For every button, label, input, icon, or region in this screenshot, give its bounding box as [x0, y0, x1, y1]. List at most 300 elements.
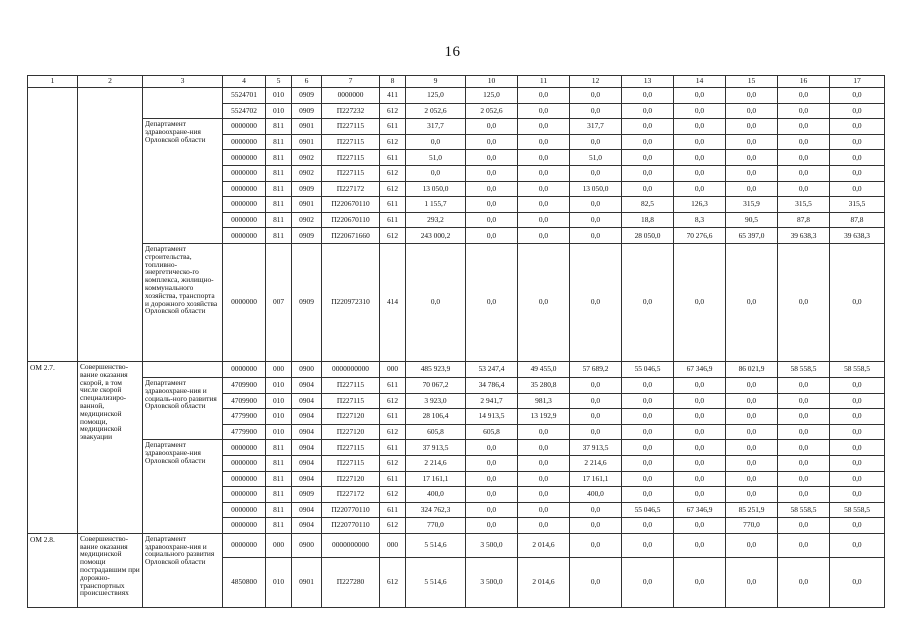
- cell-col-7: П227115: [322, 440, 380, 456]
- cell-col-9: 400,0: [406, 487, 466, 503]
- cell-col-12: 0,0: [570, 409, 622, 425]
- cell-col-9: 5 514,6: [406, 533, 466, 557]
- column-header-4: 4: [223, 76, 266, 88]
- cell-col-10: 0,0: [466, 518, 518, 534]
- responsible-dept: Департамент здравоохране-ния Орловской области: [143, 440, 223, 534]
- cell-col-11: 0,0: [518, 424, 570, 440]
- cell-col-9: 2 214,6: [406, 455, 466, 471]
- cell-col-4: 5524702: [223, 103, 266, 119]
- cell-col-8: 611: [380, 502, 406, 518]
- cell-col-12: 0,0: [570, 103, 622, 119]
- cell-col-7: П227115: [322, 455, 380, 471]
- cell-col-13: 0,0: [622, 471, 674, 487]
- cell-col-9: 5 514,6: [406, 557, 466, 607]
- cell-col-5: 811: [266, 150, 292, 166]
- column-header-15: 15: [726, 76, 778, 88]
- cell-col-14: 0,0: [674, 134, 726, 150]
- cell-col-13: 28 050,0: [622, 228, 674, 244]
- cell-col-10: 3 500,0: [466, 557, 518, 607]
- cell-col-14: 0,0: [674, 103, 726, 119]
- cell-col-5: 010: [266, 103, 292, 119]
- cell-col-16: 0,0: [778, 557, 830, 607]
- cell-col-9: 0,0: [406, 243, 466, 361]
- cell-col-8: 611: [380, 150, 406, 166]
- cell-col-12: 0,0: [570, 502, 622, 518]
- cell-col-9: 317,7: [406, 119, 466, 135]
- cell-col-16: 39 638,3: [778, 228, 830, 244]
- cell-col-16: 0,0: [778, 243, 830, 361]
- cell-col-8: 000: [380, 533, 406, 557]
- cell-col-6: 0904: [292, 424, 322, 440]
- cell-col-14: 0,0: [674, 150, 726, 166]
- cell-col-9: 13 050,0: [406, 181, 466, 197]
- cell-col-6: 0904: [292, 518, 322, 534]
- cell-col-14: 0,0: [674, 119, 726, 135]
- cell-col-6: 0909: [292, 243, 322, 361]
- cell-col-8: 611: [380, 212, 406, 228]
- cell-col-10: 0,0: [466, 228, 518, 244]
- cell-col-16: 0,0: [778, 181, 830, 197]
- cell-col-16: 0,0: [778, 487, 830, 503]
- cell-col-11: 0,0: [518, 471, 570, 487]
- cell-col-16: 0,0: [778, 533, 830, 557]
- cell-col-12: 17 161,1: [570, 471, 622, 487]
- cell-col-13: 0,0: [622, 440, 674, 456]
- cell-col-11: 981,3: [518, 393, 570, 409]
- column-header-16: 16: [778, 76, 830, 88]
- cell-col-4: 0000000: [223, 212, 266, 228]
- cell-col-4: 0000000: [223, 518, 266, 534]
- cell-col-17: 0,0: [830, 134, 885, 150]
- cell-col-10: 2 941,7: [466, 393, 518, 409]
- cell-col-15: 0,0: [726, 377, 778, 393]
- cell-col-4: 0000000: [223, 181, 266, 197]
- cell-col-11: 0,0: [518, 165, 570, 181]
- column-header-10: 10: [466, 76, 518, 88]
- cell-col-13: 55 046,5: [622, 502, 674, 518]
- cell-col-10: 0,0: [466, 150, 518, 166]
- cell-col-8: 612: [380, 103, 406, 119]
- cell-col-4: 0000000: [223, 165, 266, 181]
- cell-col-11: 2 014,6: [518, 557, 570, 607]
- cell-col-9: 125,0: [406, 88, 466, 104]
- cell-col-8: 612: [380, 557, 406, 607]
- activity-code: ОМ 2.8.: [28, 533, 78, 607]
- column-header-11: 11: [518, 76, 570, 88]
- cell-col-8: 611: [380, 197, 406, 213]
- cell-col-13: 0,0: [622, 393, 674, 409]
- column-header-17: 17: [830, 76, 885, 88]
- cell-col-17: 0,0: [830, 518, 885, 534]
- cell-col-7: П227120: [322, 424, 380, 440]
- cell-col-15: 315,9: [726, 197, 778, 213]
- responsible-dept: Департамент здравоохране-ния Орловской области: [143, 119, 223, 244]
- cell-col-17: 0,0: [830, 487, 885, 503]
- cell-col-15: 0,0: [726, 181, 778, 197]
- cell-col-11: 0,0: [518, 181, 570, 197]
- cell-col-15: 0,0: [726, 533, 778, 557]
- cell-col-15: 0,0: [726, 455, 778, 471]
- table-row: [28, 243, 885, 361]
- cell-col-13: 0,0: [622, 377, 674, 393]
- cell-col-17: 87,8: [830, 212, 885, 228]
- cell-col-11: 0,0: [518, 440, 570, 456]
- responsible-dept: Департамент строительства, топливно-энергетическо-го комплекса, жилищно-коммунального хозяйства, транспорта и дорожного хозяйства Орловской области: [143, 243, 223, 361]
- column-header-14: 14: [674, 76, 726, 88]
- cell-col-10: 0,0: [466, 181, 518, 197]
- cell-col-17: 0,0: [830, 165, 885, 181]
- column-header-8: 8: [380, 76, 406, 88]
- cell-col-14: 0,0: [674, 424, 726, 440]
- cell-col-9: 770,0: [406, 518, 466, 534]
- cell-col-14: 0,0: [674, 409, 726, 425]
- cell-col-12: 51,0: [570, 150, 622, 166]
- cell-col-12: 0,0: [570, 197, 622, 213]
- cell-col-13: 0,0: [622, 455, 674, 471]
- cell-col-17: 0,0: [830, 88, 885, 104]
- cell-col-14: 0,0: [674, 487, 726, 503]
- cell-col-17: 58 558,5: [830, 361, 885, 377]
- cell-col-11: 0,0: [518, 88, 570, 104]
- cell-col-12: 57 689,2: [570, 361, 622, 377]
- cell-col-14: 0,0: [674, 377, 726, 393]
- cell-col-5: 010: [266, 409, 292, 425]
- cell-col-9: 324 762,3: [406, 502, 466, 518]
- cell-col-8: 611: [380, 377, 406, 393]
- cell-col-11: 0,0: [518, 134, 570, 150]
- cell-col-16: 0,0: [778, 424, 830, 440]
- cell-col-4: 0000000: [223, 455, 266, 471]
- cell-col-4: 0000000: [223, 243, 266, 361]
- cell-col-14: 0,0: [674, 440, 726, 456]
- column-header-6: 6: [292, 76, 322, 88]
- cell-col-9: 1 155,7: [406, 197, 466, 213]
- cell-col-5: 010: [266, 557, 292, 607]
- cell-col-6: 0902: [292, 165, 322, 181]
- table-row: [28, 440, 885, 456]
- cell-col-8: 000: [380, 361, 406, 377]
- cell-col-9: 485 923,9: [406, 361, 466, 377]
- cell-col-15: 0,0: [726, 88, 778, 104]
- cell-col-15: 90,5: [726, 212, 778, 228]
- cell-col-16: 0,0: [778, 134, 830, 150]
- cell-col-6: 0904: [292, 455, 322, 471]
- cell-col-12: 0,0: [570, 228, 622, 244]
- cell-col-12: 0,0: [570, 243, 622, 361]
- cell-col-4: 4779900: [223, 424, 266, 440]
- cell-col-13: 0,0: [622, 557, 674, 607]
- cell-col-5: 811: [266, 197, 292, 213]
- cell-col-6: 0901: [292, 119, 322, 135]
- cell-col-5: 811: [266, 212, 292, 228]
- cell-col-7: П227172: [322, 487, 380, 503]
- cell-col-6: 0904: [292, 377, 322, 393]
- cell-col-17: 0,0: [830, 455, 885, 471]
- cell-col-8: 612: [380, 455, 406, 471]
- cell-col-7: П227115: [322, 165, 380, 181]
- cell-col-9: 51,0: [406, 150, 466, 166]
- cell-col-5: 811: [266, 440, 292, 456]
- cell-col-4: 0000000: [223, 533, 266, 557]
- cell-col-11: 0,0: [518, 518, 570, 534]
- header-row: [28, 76, 885, 88]
- cell-col-17: 0,0: [830, 557, 885, 607]
- cell-col-4: 5524701: [223, 88, 266, 104]
- cell-col-4: 0000000: [223, 119, 266, 135]
- cell-col-9: 2 052,6: [406, 103, 466, 119]
- cell-col-10: 0,0: [466, 471, 518, 487]
- cell-col-4: 0000000: [223, 134, 266, 150]
- cell-col-9: 37 913,5: [406, 440, 466, 456]
- cell-col-15: 65 397,0: [726, 228, 778, 244]
- cell-col-12: 0,0: [570, 533, 622, 557]
- cell-col-13: 0,0: [622, 487, 674, 503]
- column-header-9: 9: [406, 76, 466, 88]
- cell-col-6: 0904: [292, 409, 322, 425]
- cell-col-6: 0904: [292, 440, 322, 456]
- cell-col-15: 0,0: [726, 393, 778, 409]
- cell-col-16: 0,0: [778, 393, 830, 409]
- cell-col-17: 0,0: [830, 471, 885, 487]
- column-header-1: 1: [28, 76, 78, 88]
- cell-col-17: 0,0: [830, 409, 885, 425]
- cell-col-9: 243 000,2: [406, 228, 466, 244]
- cell-col-8: 612: [380, 181, 406, 197]
- cell-col-13: 0,0: [622, 103, 674, 119]
- cell-col-13: 0,0: [622, 165, 674, 181]
- cell-col-7: П227280: [322, 557, 380, 607]
- cell-col-10: 605,8: [466, 424, 518, 440]
- cell-col-7: П227115: [322, 150, 380, 166]
- cell-col-10: 0,0: [466, 487, 518, 503]
- cell-col-8: 611: [380, 409, 406, 425]
- cell-col-6: 0909: [292, 103, 322, 119]
- cell-col-8: 612: [380, 424, 406, 440]
- cell-col-7: П220670110: [322, 212, 380, 228]
- cell-col-9: 293,2: [406, 212, 466, 228]
- cell-col-12: 0,0: [570, 557, 622, 607]
- cell-col-4: 0000000: [223, 361, 266, 377]
- cell-col-5: 811: [266, 181, 292, 197]
- cell-col-6: 0900: [292, 361, 322, 377]
- responsible-dept: Департамент здравоохране-ния и социального развития Орловской области: [143, 533, 223, 607]
- cell-col-7: П220770110: [322, 502, 380, 518]
- cell-col-4: 0000000: [223, 502, 266, 518]
- budget-table: [27, 75, 885, 608]
- cell-col-6: 0901: [292, 557, 322, 607]
- cell-col-14: 0,0: [674, 471, 726, 487]
- cell-col-6: 0902: [292, 150, 322, 166]
- cell-col-7: П220972310: [322, 243, 380, 361]
- cell-col-17: 0,0: [830, 377, 885, 393]
- cell-col-7: П227115: [322, 134, 380, 150]
- cell-col-14: 0,0: [674, 393, 726, 409]
- cell-col-11: 49 455,0: [518, 361, 570, 377]
- cell-col-12: 0,0: [570, 212, 622, 228]
- cell-col-10: 0,0: [466, 243, 518, 361]
- cell-col-5: 010: [266, 88, 292, 104]
- cell-col-7: П227115: [322, 119, 380, 135]
- cell-col-8: 612: [380, 228, 406, 244]
- cell-col-14: 0,0: [674, 533, 726, 557]
- cell-col-6: 0909: [292, 487, 322, 503]
- cell-col-8: 612: [380, 165, 406, 181]
- cell-col-10: 3 500,0: [466, 533, 518, 557]
- cell-col-6: 0900: [292, 533, 322, 557]
- cell-col-13: 18,8: [622, 212, 674, 228]
- cell-col-15: 0,0: [726, 150, 778, 166]
- cell-col-13: 82,5: [622, 197, 674, 213]
- cell-col-14: 0,0: [674, 181, 726, 197]
- cell-col-15: 0,0: [726, 471, 778, 487]
- cell-col-16: 58 558,5: [778, 361, 830, 377]
- cell-col-5: 811: [266, 228, 292, 244]
- cell-col-13: 0,0: [622, 424, 674, 440]
- cell-col-10: 0,0: [466, 440, 518, 456]
- cell-col-17: 0,0: [830, 243, 885, 361]
- cell-col-4: 0000000: [223, 471, 266, 487]
- activity-code: [28, 88, 78, 362]
- cell-col-12: 0,0: [570, 377, 622, 393]
- cell-col-14: 126,3: [674, 197, 726, 213]
- cell-col-5: 811: [266, 471, 292, 487]
- cell-col-11: 0,0: [518, 243, 570, 361]
- cell-col-11: 0,0: [518, 455, 570, 471]
- cell-col-6: 0901: [292, 197, 322, 213]
- cell-col-15: 0,0: [726, 119, 778, 135]
- cell-col-7: П220670110: [322, 197, 380, 213]
- column-header-5: 5: [266, 76, 292, 88]
- cell-col-13: 0,0: [622, 119, 674, 135]
- cell-col-16: 0,0: [778, 440, 830, 456]
- cell-col-14: 0,0: [674, 88, 726, 104]
- cell-col-16: 58 558,5: [778, 502, 830, 518]
- cell-col-16: 315,5: [778, 197, 830, 213]
- cell-col-13: 55 046,5: [622, 361, 674, 377]
- cell-col-16: 0,0: [778, 119, 830, 135]
- cell-col-14: 67 346,9: [674, 361, 726, 377]
- cell-col-4: 4709900: [223, 377, 266, 393]
- cell-col-10: 2 052,6: [466, 103, 518, 119]
- cell-col-16: 0,0: [778, 471, 830, 487]
- cell-col-4: 0000000: [223, 440, 266, 456]
- cell-col-8: 612: [380, 134, 406, 150]
- activity-name: Совершенство-вание оказания скорой, в том числе скорой специализиро-ванной, медицинской помощи, медицинской эвакуации: [78, 361, 143, 533]
- cell-col-5: 811: [266, 134, 292, 150]
- activity-name: Совершенство-вание оказания медицинской помощи пострадавшим при дорожно-транспортных происшествиях: [78, 533, 143, 607]
- cell-col-12: 0,0: [570, 134, 622, 150]
- cell-col-16: 0,0: [778, 103, 830, 119]
- cell-col-17: 0,0: [830, 533, 885, 557]
- cell-col-7: П227232: [322, 103, 380, 119]
- cell-col-15: 0,0: [726, 487, 778, 503]
- cell-col-10: 0,0: [466, 134, 518, 150]
- cell-col-13: 0,0: [622, 533, 674, 557]
- cell-col-10: 0,0: [466, 165, 518, 181]
- cell-col-10: 0,0: [466, 455, 518, 471]
- cell-col-7: П227120: [322, 471, 380, 487]
- cell-col-10: 14 913,5: [466, 409, 518, 425]
- cell-col-5: 007: [266, 243, 292, 361]
- column-header-7: 7: [322, 76, 380, 88]
- cell-col-16: 0,0: [778, 455, 830, 471]
- cell-col-14: 67 346,9: [674, 502, 726, 518]
- cell-col-17: 0,0: [830, 424, 885, 440]
- cell-col-15: 85 251,9: [726, 502, 778, 518]
- cell-col-9: 3 923,0: [406, 393, 466, 409]
- cell-col-9: 70 067,2: [406, 377, 466, 393]
- cell-col-4: 0000000: [223, 150, 266, 166]
- cell-col-11: 0,0: [518, 502, 570, 518]
- cell-col-12: 13 050,0: [570, 181, 622, 197]
- cell-col-5: 000: [266, 361, 292, 377]
- cell-col-8: 612: [380, 487, 406, 503]
- cell-col-16: 0,0: [778, 165, 830, 181]
- cell-col-10: 53 247,4: [466, 361, 518, 377]
- cell-col-6: 0902: [292, 212, 322, 228]
- cell-col-15: 0,0: [726, 440, 778, 456]
- cell-col-12: 0,0: [570, 393, 622, 409]
- cell-col-15: 0,0: [726, 424, 778, 440]
- cell-col-6: 0904: [292, 393, 322, 409]
- cell-col-7: 0000000000: [322, 361, 380, 377]
- cell-col-7: П220671660: [322, 228, 380, 244]
- table-row: [28, 119, 885, 135]
- cell-col-8: 611: [380, 440, 406, 456]
- table-row: [28, 88, 885, 104]
- cell-col-7: П227115: [322, 393, 380, 409]
- cell-col-6: 0909: [292, 181, 322, 197]
- cell-col-5: 010: [266, 377, 292, 393]
- cell-col-11: 0,0: [518, 150, 570, 166]
- cell-col-5: 811: [266, 502, 292, 518]
- cell-col-6: 0909: [292, 228, 322, 244]
- cell-col-13: 0,0: [622, 243, 674, 361]
- cell-col-14: 0,0: [674, 243, 726, 361]
- cell-col-6: 0909: [292, 88, 322, 104]
- cell-col-11: 0,0: [518, 103, 570, 119]
- cell-col-5: 000: [266, 533, 292, 557]
- cell-col-9: 17 161,1: [406, 471, 466, 487]
- cell-col-6: 0901: [292, 134, 322, 150]
- cell-col-12: 0,0: [570, 165, 622, 181]
- cell-col-13: 0,0: [622, 150, 674, 166]
- cell-col-5: 010: [266, 424, 292, 440]
- cell-col-17: 39 638,3: [830, 228, 885, 244]
- cell-col-16: 0,0: [778, 150, 830, 166]
- cell-col-9: 0,0: [406, 165, 466, 181]
- cell-col-9: 605,8: [406, 424, 466, 440]
- cell-col-12: 317,7: [570, 119, 622, 135]
- cell-col-6: 0904: [292, 471, 322, 487]
- cell-col-15: 86 021,9: [726, 361, 778, 377]
- cell-col-7: П220770110: [322, 518, 380, 534]
- cell-col-14: 0,0: [674, 165, 726, 181]
- cell-col-14: 8,3: [674, 212, 726, 228]
- cell-col-17: 0,0: [830, 150, 885, 166]
- cell-col-5: 811: [266, 455, 292, 471]
- cell-col-14: 0,0: [674, 518, 726, 534]
- cell-col-13: 0,0: [622, 134, 674, 150]
- cell-col-14: 0,0: [674, 455, 726, 471]
- cell-col-8: 411: [380, 88, 406, 104]
- cell-col-6: 0904: [292, 502, 322, 518]
- cell-col-17: 0,0: [830, 103, 885, 119]
- cell-col-17: 0,0: [830, 181, 885, 197]
- cell-col-5: 811: [266, 518, 292, 534]
- cell-col-13: 0,0: [622, 88, 674, 104]
- cell-col-10: 0,0: [466, 502, 518, 518]
